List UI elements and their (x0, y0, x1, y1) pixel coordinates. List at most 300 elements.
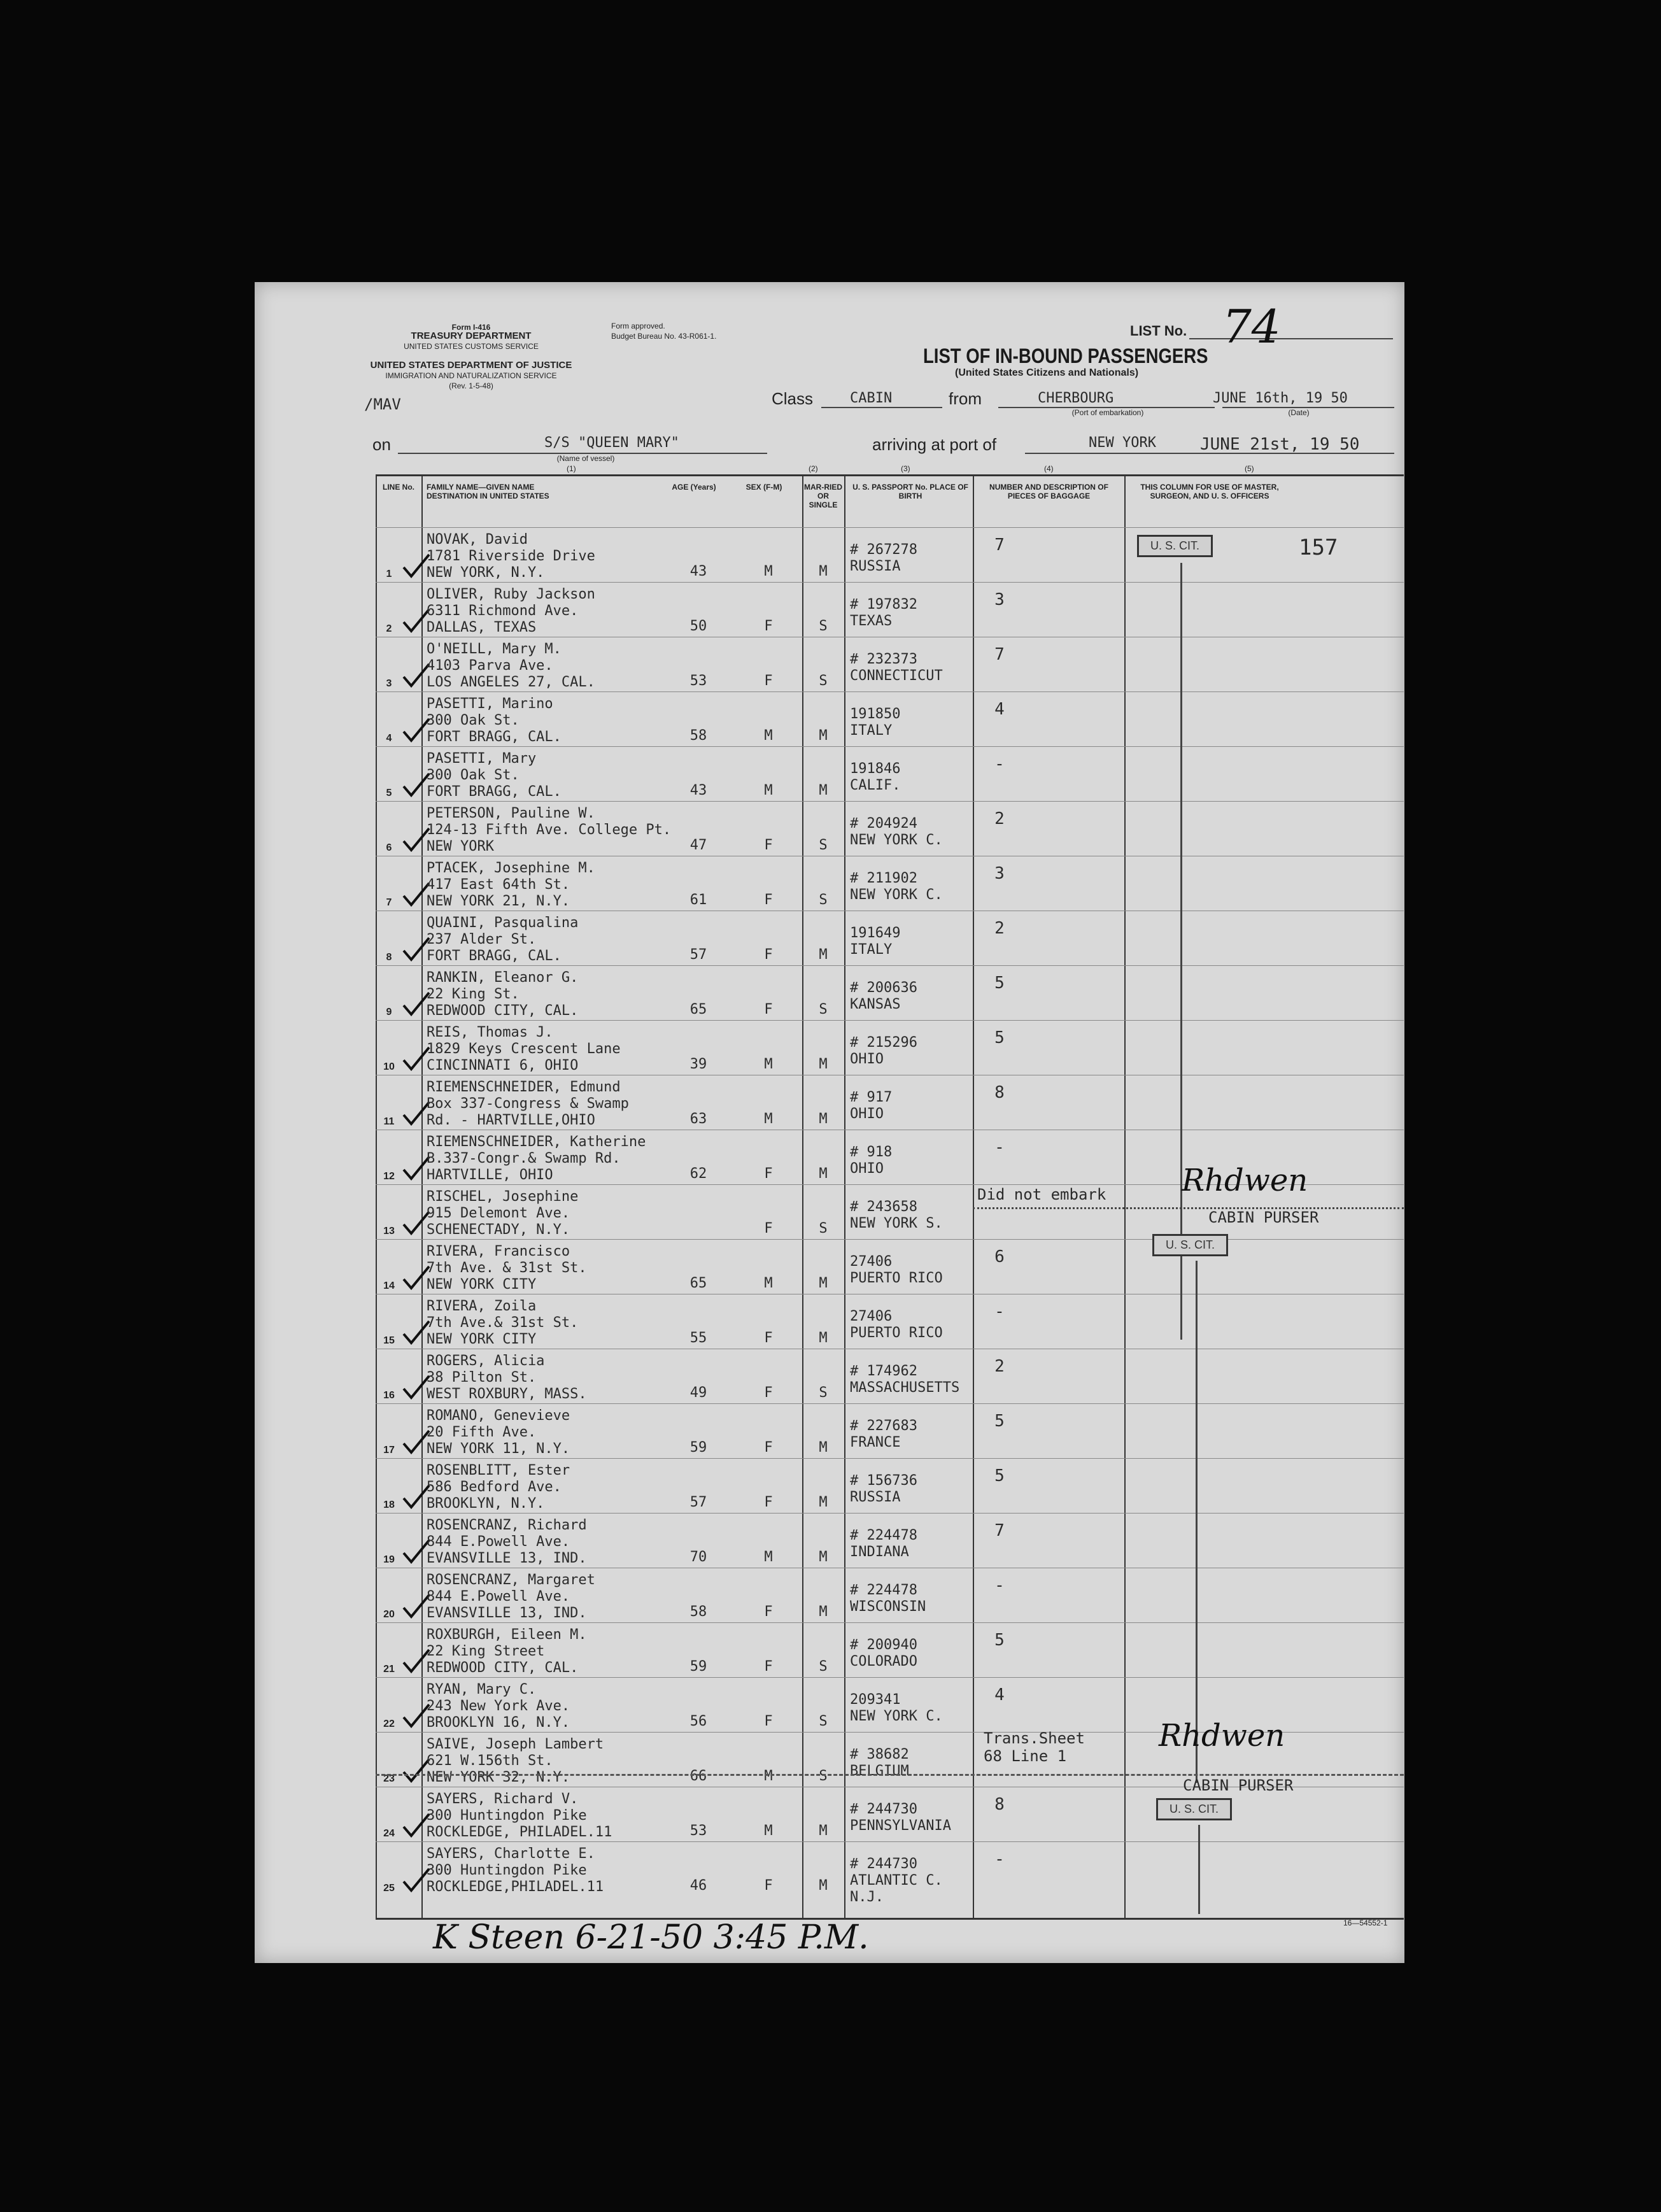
budget-bureau: Budget Bureau No. 43-R061-1. (611, 332, 717, 341)
passenger-name: SAIVE, Joseph Lambert (427, 1736, 604, 1752)
baggage-count: 4 (994, 1685, 1005, 1705)
table-row (376, 527, 1404, 583)
table-row (376, 1787, 1404, 1842)
from-value: CHERBOURG (1038, 390, 1114, 406)
place-of-birth: FRANCE (850, 1435, 901, 1450)
baggage-count: 2 (994, 809, 1005, 828)
place-of-birth: NEW YORK C. (850, 887, 943, 903)
passport-number: 191850 (850, 706, 901, 722)
table-row (376, 1020, 1404, 1075)
arrival-port: NEW YORK (1089, 435, 1156, 451)
address-street: 586 Bedford Ave. (427, 1479, 562, 1495)
count-number: 157 (1299, 535, 1338, 560)
passenger-name-destination (427, 1517, 662, 1567)
address-street: 1829 Keys Crescent Lane (427, 1041, 621, 1057)
marital-status: S (819, 1768, 828, 1784)
age: 63 (689, 1111, 707, 1127)
sex: M (764, 728, 773, 744)
address-city: SCHENECTADY, N.Y. (427, 1222, 570, 1238)
place-of-birth: RUSSIA (850, 558, 901, 574)
table-row (376, 1294, 1404, 1349)
passenger-name-destination (427, 1791, 662, 1841)
baggage-count: 2 (994, 1357, 1005, 1376)
marital-status: M (819, 1549, 828, 1565)
passenger-name-destination (427, 1024, 662, 1074)
passenger-name: ROSENCRANZ, Margaret (427, 1572, 595, 1588)
passport-number: # 211902 (850, 870, 917, 886)
address-street: 844 E.Powell Ave. (427, 1589, 570, 1605)
us-cit-stamp: U. S. CIT. (1152, 1234, 1228, 1256)
baggage-count: 5 (994, 1631, 1005, 1650)
line-number: 16 (383, 1390, 395, 1401)
marital-status: M (819, 1166, 828, 1182)
marital-status: S (819, 1713, 828, 1729)
line-number: 15 (383, 1335, 395, 1346)
sex: F (764, 1604, 773, 1620)
address-city: ROCKLEDGE,PHILADEL.11 (427, 1879, 604, 1895)
passport-number: # 918 (850, 1144, 893, 1160)
age: 65 (689, 1275, 707, 1291)
revision: (Rev. 1-5-48) (449, 381, 493, 390)
table-row (376, 1403, 1404, 1459)
list-no-value: 74 (1222, 300, 1281, 353)
address-street: 7th Ave. & 31st St. (427, 1260, 587, 1276)
passport-number: # 156736 (850, 1473, 917, 1489)
purser-signature-1: Rhdwen (1182, 1163, 1308, 1198)
age: 49 (689, 1385, 707, 1401)
marital-status: M (819, 1604, 828, 1620)
passenger-name-destination (427, 970, 662, 1019)
place-of-birth: ITALY (850, 723, 893, 739)
line-number: 25 (383, 1883, 395, 1894)
vessel-name: S/S "QUEEN MARY" (544, 435, 679, 451)
address-street: 300 Huntingdon Pike (427, 1862, 587, 1878)
table-row (376, 1841, 1404, 1905)
place-of-birth: NEW YORK C. (850, 832, 943, 848)
passenger-name-destination (427, 860, 662, 910)
age: 46 (689, 1878, 707, 1894)
passenger-name: RIEMENSCHNEIDER, Edmund (427, 1079, 621, 1095)
baggage-count: 8 (994, 1083, 1005, 1102)
table-row (376, 801, 1404, 856)
passenger-name-destination (427, 1353, 662, 1403)
sex: F (764, 1659, 773, 1675)
marital-status: M (819, 1494, 828, 1510)
cabin-purser-label-2: CABIN PURSER (1183, 1776, 1294, 1794)
passenger-name-destination (427, 532, 662, 581)
address-city: BROOKLYN 16, N.Y. (427, 1715, 570, 1731)
place-of-birth: PUERTO RICO (850, 1325, 943, 1341)
line-number: 11 (383, 1116, 395, 1127)
passenger-name-destination (427, 1134, 662, 1184)
sex: F (764, 1002, 773, 1017)
age: 58 (689, 1604, 707, 1620)
passport-number: # 204924 (850, 816, 917, 832)
age: 57 (689, 1494, 707, 1510)
address-city: REDWOOD CITY, CAL. (427, 1003, 579, 1019)
page-subtitle: (United States Citizens and Nationals) (955, 367, 1139, 378)
col-marker-1: (1) (567, 464, 576, 473)
place-of-birth: ATLANTIC C. N.J. (850, 1873, 943, 1905)
page-title: LIST OF IN-BOUND PASSENGERS (923, 344, 1208, 367)
place-of-birth: KANSAS (850, 996, 901, 1012)
marital-status: M (819, 1823, 828, 1839)
line-number: 1 (386, 569, 392, 579)
passport-number: 27406 (850, 1254, 893, 1270)
line-number: 9 (386, 1007, 392, 1017)
sex: F (764, 1494, 773, 1510)
address-street: Box 337-Congress & Swamp (427, 1096, 629, 1112)
passenger-name-destination (427, 915, 662, 965)
age: 58 (689, 728, 707, 744)
passenger-name-destination (427, 751, 662, 800)
table-row (376, 691, 1404, 747)
dept2: UNITED STATES DEPARTMENT OF JUSTICE (370, 360, 572, 371)
sex: F (764, 1330, 773, 1346)
age: 43 (689, 564, 707, 579)
age: 70 (689, 1549, 707, 1565)
marital-status: M (819, 728, 828, 744)
address-city: DALLAS, TEXAS (427, 620, 537, 635)
address-city: NEW YORK CITY (427, 1331, 537, 1347)
address-street: 38 Pilton St. (427, 1370, 537, 1386)
sex: F (764, 1878, 773, 1894)
address-street: 20 Fifth Ave. (427, 1424, 537, 1440)
sex: F (764, 618, 773, 634)
table-row (376, 582, 1404, 637)
address-city: EVANSVILLE 13, IND. (427, 1550, 587, 1566)
address-city: BROOKLYN, N.Y. (427, 1496, 545, 1512)
passenger-table (376, 474, 1404, 1920)
sex: M (764, 783, 773, 798)
address-street: 22 King St. (427, 986, 520, 1002)
passenger-name: SAYERS, Richard V. (427, 1791, 579, 1807)
from-label: from (949, 389, 982, 408)
sex: M (764, 1056, 773, 1072)
line-number: 18 (383, 1499, 395, 1510)
passport-number: # 243658 (850, 1199, 917, 1215)
address-city: NEW YORK 11, N.Y. (427, 1441, 570, 1457)
place-of-birth: INDIANA (850, 1544, 909, 1560)
place-of-birth: RUSSIA (850, 1489, 901, 1505)
age: 56 (689, 1713, 707, 1729)
col-header-passport: U. S. PASSPORT No. PLACE OF BIRTH (852, 483, 968, 500)
passport-number: 209341 (850, 1692, 901, 1708)
class-value: CABIN (850, 390, 893, 406)
passenger-name-destination (427, 641, 662, 691)
passenger-name: ROGERS, Alicia (427, 1353, 545, 1369)
margin-note: /MAV (364, 395, 401, 413)
address-street: 915 Delemont Ave. (427, 1205, 570, 1221)
passport-number: 191846 (850, 761, 901, 777)
form-id: Form I-416 (451, 323, 491, 332)
inspector-handwriting: K Steen 6-21-50 3:45 P.M. (433, 1918, 869, 1957)
age: 53 (689, 1823, 707, 1839)
address-city: NEW YORK CITY (427, 1277, 537, 1293)
address-street: 6311 Richmond Ave. (427, 603, 579, 619)
passenger-name-destination (427, 1408, 662, 1457)
marital-status: S (819, 1002, 828, 1017)
address-city: FORT BRAGG, CAL. (427, 784, 562, 800)
marital-status: S (819, 618, 828, 634)
line-number: 12 (383, 1171, 395, 1182)
sex: M (764, 1111, 773, 1127)
baggage-count: 5 (994, 1466, 1005, 1485)
sex: M (764, 1549, 773, 1565)
baggage-count: 3 (994, 590, 1005, 609)
vessel-caption: (Name of vessel) (556, 454, 615, 463)
form-number: 16—54552-1 (1343, 1918, 1388, 1927)
age: 61 (689, 892, 707, 908)
sex: F (764, 673, 773, 689)
address-city: FORT BRAGG, CAL. (427, 948, 562, 964)
us-cit-stamp: U. S. CIT. (1137, 535, 1213, 557)
baggage-count: 7 (994, 645, 1005, 664)
age: 47 (689, 837, 707, 853)
sex: M (764, 1275, 773, 1291)
passenger-name-destination (427, 1244, 662, 1293)
age: 59 (689, 1659, 707, 1675)
address-street: 22 King Street (427, 1643, 545, 1659)
line-number: 5 (386, 788, 392, 798)
sex: M (764, 564, 773, 579)
passenger-name: RIVERA, Francisco (427, 1244, 570, 1259)
table-row (376, 1349, 1404, 1404)
marital-status: M (819, 1440, 828, 1456)
passenger-name-destination (427, 696, 662, 746)
age: 59 (689, 1440, 707, 1456)
marital-status: M (819, 1275, 828, 1291)
sex: M (764, 1768, 773, 1784)
line-number: 23 (383, 1773, 395, 1784)
passenger-name: NOVAK, David (427, 532, 528, 548)
age: 43 (689, 783, 707, 798)
passenger-name: REIS, Thomas J. (427, 1024, 553, 1040)
line-number: 2 (386, 623, 392, 634)
passport-number: # 174962 (850, 1363, 917, 1379)
marital-status: M (819, 1056, 828, 1072)
baggage-count: 3 (994, 864, 1005, 883)
address-street: 844 E.Powell Ave. (427, 1534, 570, 1550)
passenger-name: QUAINI, Pasqualina (427, 915, 579, 931)
passenger-name-destination (427, 1189, 662, 1238)
address-city: CINCINNATI 6, OHIO (427, 1058, 579, 1074)
baggage-count: - (994, 1576, 1005, 1595)
line-number: 4 (386, 733, 392, 744)
marital-status: M (819, 1330, 828, 1346)
address-city: FORT BRAGG, CAL. (427, 729, 562, 745)
address-city: NEW YORK 21, N.Y. (427, 893, 570, 909)
marital-status: S (819, 673, 828, 689)
baggage-count: 5 (994, 1412, 1005, 1431)
address-street: 300 Huntingdon Pike (427, 1808, 587, 1824)
departure-date: JUNE 16th, 19 50 (1213, 390, 1348, 406)
table-row (376, 911, 1404, 966)
passenger-name-destination (427, 1079, 662, 1129)
passenger-name: RIEMENSCHNEIDER, Katherine (427, 1134, 646, 1150)
col-header-married: MAR-RIED OR SINGLE (804, 483, 842, 509)
list-no-label: LIST No. (1130, 323, 1187, 339)
line-number: 13 (383, 1226, 395, 1237)
sex: F (764, 1385, 773, 1401)
passenger-name: ROXBURGH, Eileen M. (427, 1627, 587, 1643)
passenger-name: PASETTI, Marino (427, 696, 553, 712)
table-row (376, 1458, 1404, 1514)
col-header-baggage: NUMBER AND DESCRIPTION OF PIECES OF BAGGAGE (989, 483, 1108, 500)
line-number: 17 (383, 1445, 395, 1456)
arriving-label: arriving at port of (872, 435, 997, 454)
place-of-birth: ITALY (850, 942, 893, 958)
port-embark-caption: (Port of embarkation) (1071, 408, 1144, 417)
table-row (376, 746, 1404, 802)
marital-status: M (819, 1878, 828, 1894)
passport-number: # 197832 (850, 597, 917, 613)
marital-status: S (819, 1659, 828, 1675)
address-city: NEW YORK (427, 839, 494, 854)
address-street: 1781 Riverside Drive (427, 548, 595, 564)
manifest-sheet (255, 282, 1404, 1963)
date-caption: (Date) (1288, 408, 1310, 417)
trans-sheet-note: Trans.Sheet (984, 1729, 1085, 1747)
age: 53 (689, 673, 707, 689)
place-of-birth: OHIO (850, 1106, 884, 1122)
age: 57 (689, 947, 707, 963)
passenger-name-destination (427, 805, 672, 855)
sex: F (764, 1713, 773, 1729)
did-not-embark-note: Did not embark (977, 1186, 1106, 1203)
address-city: NEW YORK, N.Y. (427, 565, 545, 581)
line-number: 24 (383, 1828, 395, 1839)
purser-signature-2: Rhdwen (1159, 1718, 1285, 1754)
passenger-name: PASETTI, Mary (427, 751, 537, 767)
passport-number: # 232373 (850, 651, 917, 667)
passport-number: # 267278 (850, 542, 917, 558)
age: 50 (689, 618, 707, 634)
line-number: 10 (383, 1061, 395, 1072)
dept1-sub: UNITED STATES CUSTOMS SERVICE (404, 342, 539, 351)
address-city: REDWOOD CITY, CAL. (427, 1660, 579, 1676)
passenger-name: RIVERA, Zoila (427, 1298, 537, 1314)
address-street: B.337-Congr.& Swamp Rd. (427, 1151, 621, 1166)
address-street: 300 Oak St. (427, 713, 520, 728)
passenger-name-destination (427, 1298, 662, 1348)
address-street: 300 Oak St. (427, 767, 520, 783)
passenger-name-destination (427, 1627, 662, 1677)
place-of-birth: NEW YORK C. (850, 1708, 943, 1724)
passenger-name: ROSENCRANZ, Richard (427, 1517, 587, 1533)
passenger-name: ROSENBLITT, Ester (427, 1463, 570, 1478)
col-header-officer: THIS COLUMN FOR USE OF MASTER, SURGEON, AND U. S. OFFICERS (1140, 483, 1279, 500)
address-street: 417 East 64th St. (427, 877, 570, 893)
passenger-name-destination (427, 586, 662, 636)
marital-status: S (819, 892, 828, 908)
marital-status: S (819, 837, 828, 853)
baggage-count: - (994, 1302, 1005, 1321)
address-city: EVANSVILLE 13, IND. (427, 1605, 587, 1621)
passenger-name: RYAN, Mary C. (427, 1682, 537, 1698)
baggage-count: 2 (994, 919, 1005, 938)
sex: F (764, 892, 773, 908)
sex: F (764, 1166, 773, 1182)
baggage-count: 7 (994, 1521, 1005, 1540)
passport-number: # 244730 (850, 1801, 917, 1817)
passenger-name: PETERSON, Pauline W. (427, 805, 595, 821)
form-approved: Form approved. (611, 322, 665, 330)
table-row (376, 637, 1404, 692)
baggage-count: 7 (994, 535, 1005, 555)
passport-number: # 215296 (850, 1035, 917, 1051)
passenger-name: OLIVER, Ruby Jackson (427, 586, 595, 602)
col-marker-3: (3) (901, 464, 910, 473)
on-label: on (372, 435, 391, 454)
sex: F (764, 947, 773, 963)
address-street: 237 Alder St. (427, 932, 537, 947)
marital-status: M (819, 564, 828, 579)
place-of-birth: TEXAS (850, 613, 893, 629)
age: 55 (689, 1330, 707, 1346)
line-number: 3 (386, 678, 392, 689)
baggage-count: 6 (994, 1247, 1005, 1266)
place-of-birth: OHIO (850, 1051, 884, 1067)
address-city: LOS ANGELES 27, CAL. (427, 674, 595, 690)
trans-sheet-line: 68 Line 1 (984, 1747, 1067, 1765)
passenger-name: PTACEK, Josephine M. (427, 860, 595, 876)
baggage-count: - (994, 1850, 1005, 1869)
address-street: 243 New York Ave. (427, 1698, 570, 1714)
baggage-count: 5 (994, 974, 1005, 993)
address-city: Rd. - HARTVILLE,OHIO (427, 1112, 595, 1128)
passenger-name: RANKIN, Eleanor G. (427, 970, 579, 986)
address-city: NEW YORK 32, N.Y. (427, 1769, 570, 1785)
dept2-sub: IMMIGRATION AND NATURALIZATION SERVICE (385, 371, 557, 380)
passport-number: # 38682 (850, 1747, 909, 1762)
place-of-birth: COLORADO (850, 1654, 917, 1670)
table-row (376, 1568, 1404, 1623)
passenger-name-destination (427, 1572, 662, 1622)
address-street: 124-13 Fifth Ave. College Pt. (427, 822, 672, 838)
table-row (376, 1513, 1404, 1568)
address-street: 621 W.156th St. (427, 1753, 553, 1769)
sex: M (764, 1823, 773, 1839)
passenger-name: O'NEILL, Mary M. (427, 641, 562, 657)
cabin-purser-label-1: CABIN PURSER (1208, 1209, 1319, 1226)
address-city: WEST ROXBURY, MASS. (427, 1386, 587, 1402)
passport-birthplace (850, 1199, 977, 1232)
address-street: 7th Ave.& 31st St. (427, 1315, 579, 1331)
col-marker-4: (4) (1044, 464, 1054, 473)
marital-status: M (819, 783, 828, 798)
line-number: 14 (383, 1280, 395, 1291)
line-number: 8 (386, 952, 392, 963)
class-label: Class (772, 389, 814, 408)
passport-number: 191649 (850, 925, 901, 941)
baggage-count: 4 (994, 700, 1005, 719)
passport-number: # 200636 (850, 980, 917, 996)
passport-number: # 917 (850, 1089, 893, 1105)
col-header-line: LINE No. (383, 483, 414, 492)
col-header-age: AGE (Years) (672, 483, 716, 492)
place-of-birth: NEW YORK S. (850, 1216, 943, 1231)
table-row (376, 856, 1404, 911)
table-row (376, 965, 1404, 1021)
passenger-name: RISCHEL, Josephine (427, 1189, 579, 1205)
place-of-birth: MASSACHUSETTS (850, 1380, 960, 1396)
baggage-count: 5 (994, 1028, 1005, 1047)
place-of-birth: PUERTO RICO (850, 1270, 943, 1286)
sex: F (764, 1221, 773, 1237)
table-row (376, 1075, 1404, 1130)
col-header-sex: SEX (F-M) (746, 483, 782, 492)
